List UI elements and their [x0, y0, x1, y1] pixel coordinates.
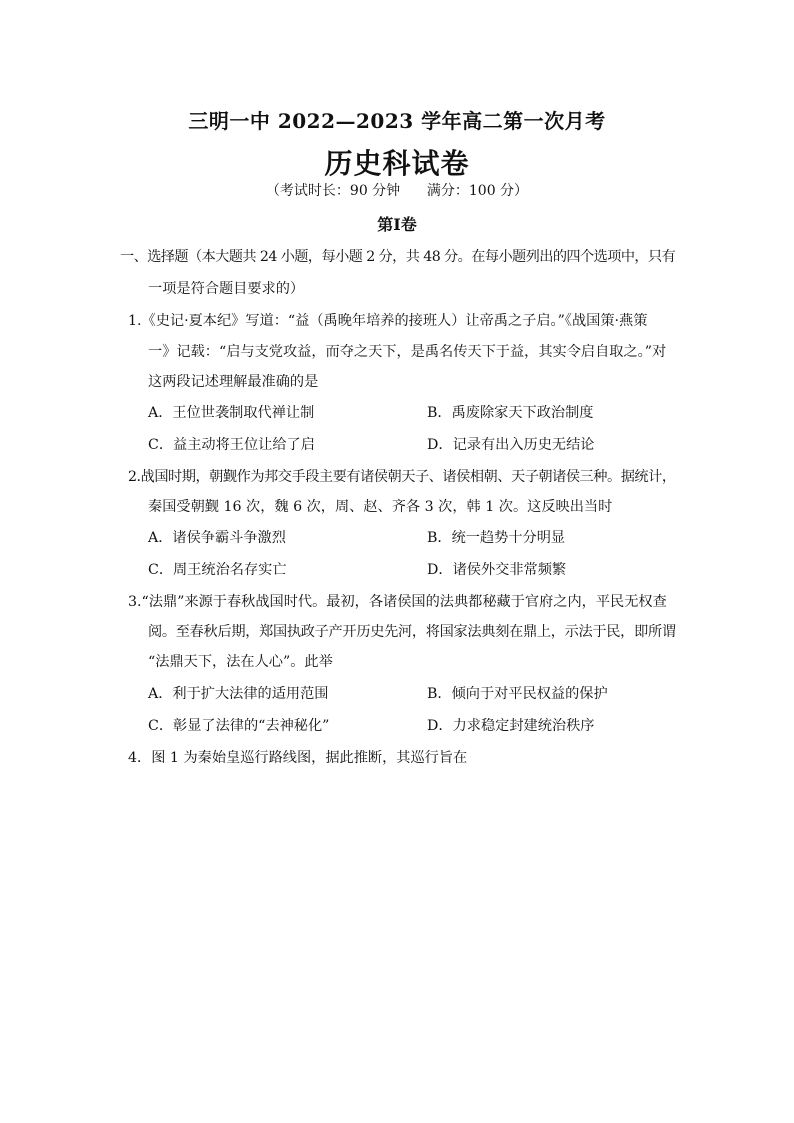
question-2-line-2: 秦国受朝觐 16 次，魏 6 次，周、赵、齐各 3 次，韩 1 次。这反映出当时	[148, 499, 613, 515]
question-3-option-a: A．利于扩大法律的适用范围	[148, 686, 329, 702]
exam-info	[0, 180, 794, 200]
question-3-line-3: “法鼎天下，法在人心”。此举	[148, 654, 333, 670]
section-instructions-line-2: 一项是符合题目要求的）	[148, 281, 305, 297]
exam-title: 三明一中 2022—2023 学年高二第一次月考	[188, 109, 606, 133]
question-3-option-b: B．倾向于对平民权益的保护	[427, 686, 608, 702]
subject-title: 历史科试卷	[324, 147, 470, 180]
question-3-line-2: 阅。至春秋后期，郑国执政子产开历史先河，将国家法典刻在鼎上，示法于民，即所谓	[148, 624, 676, 640]
question-2-option-a: A．诸侯争霸斗争激烈	[148, 530, 286, 546]
question-1-option-c: C．益主动将王位让给了启	[148, 437, 315, 453]
exam-full-score: 满分：100 分）	[426, 183, 529, 199]
question-1-line-3: 这两段记述理解最准确的是	[148, 374, 319, 390]
question-2-line-1: 2.战国时期，朝觐作为邦交手段主要有诸侯朝天子、诸侯相朝、天子朝诸侯三种。据统计，	[128, 469, 676, 485]
question-1-line-1: 1.《史记·夏本纪》写道：“益（禹晚年培养的接班人）让帝禹之子启。”《战国策·燕策	[128, 313, 648, 329]
question-1-option-b: B．禹废除家天下政治制度	[427, 405, 594, 421]
question-4-line-1: 4．图 1 为秦始皇巡行路线图，据此推断，其巡行旨在	[128, 750, 468, 766]
question-2-option-b: B．统一趋势十分明显	[427, 530, 566, 546]
question-2-option-d: D．诸侯外交非常频繁	[427, 562, 567, 578]
section-instructions-line-1: 一、选择题（本大题共 24 小题，每小题 2 分，共 48 分。在每小题列出的四个选项中，只有	[120, 249, 676, 265]
exam-duration: （考试时长：90 分钟	[265, 183, 401, 199]
question-3-option-c: C．彰显了法律的“去神秘化”	[148, 718, 330, 734]
question-1-option-a: A．王位世袭制取代禅让制	[148, 405, 315, 421]
question-1-line-2: 一》记载：“启与支党攻益，而夺之天下，是禹名传天下于益，其实令启自取之。”对	[148, 344, 667, 360]
question-1-option-d: D．记录有出入历史无结论	[427, 437, 595, 453]
question-3-option-d: D．力求稳定封建统治秩序	[427, 718, 595, 734]
part-title: 第Ⅰ卷	[377, 215, 417, 234]
question-3-line-1: 3.“法鼎”来源于春秋战国时代。最初，各诸侯国的法典都秘藏于官府之内，平民无权查	[128, 594, 667, 610]
question-2-option-c: C．周王统治名存实亡	[148, 562, 287, 578]
